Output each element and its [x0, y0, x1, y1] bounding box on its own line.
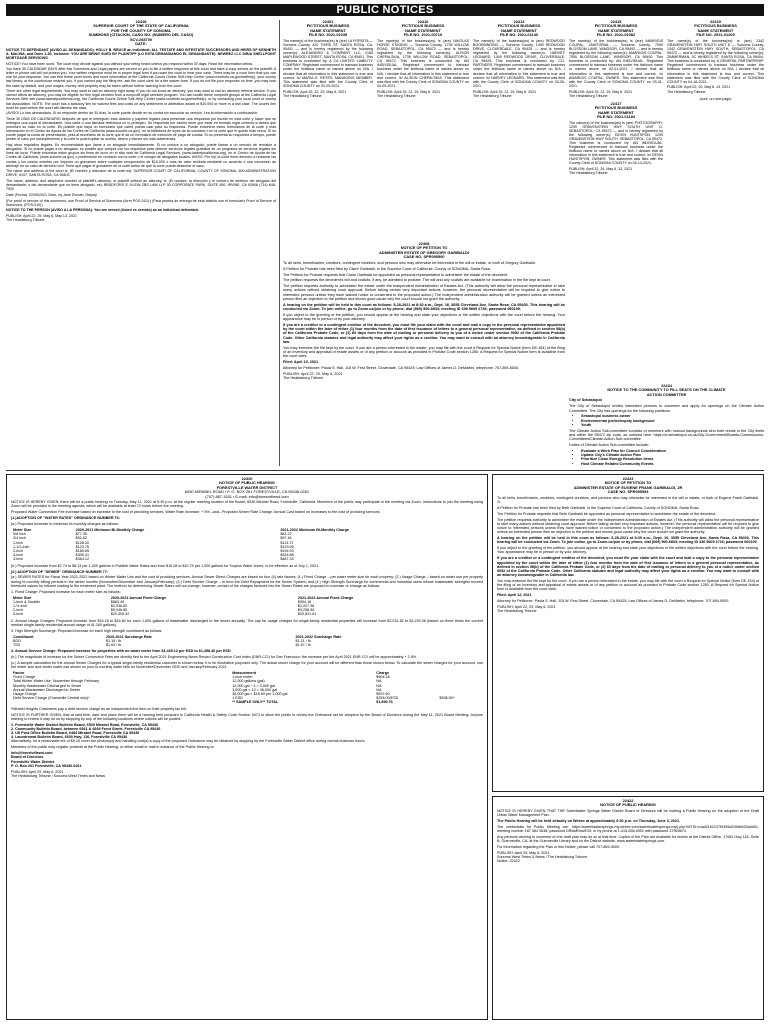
footnote: *Mirabel Heights Customers pay a debt service charge as an independent line item on their property tax bill. — [11, 706, 187, 711]
newspaper-name: The Healdsburg Tribune / Sonoma West Times and News — [11, 773, 106, 778]
notice-heading: FICTITIOUS BUSINESS — [594, 23, 638, 29]
list-item: • Sebastopol business owner — [581, 414, 764, 418]
paragraph: ¡AVISO! Lo han demandado. Si no responde dentro de 30 días, la corte puede decidir en su contra sin escuchar su versión. Lea la información a continuación. — [6, 111, 259, 116]
paragraph: NOTICE IS HEREBY GIVEN, there will be a public hearing on Tuesday, May 11, 2021 at 5:30 p.m. at the regular meeting location of the Board, 6530 Mirabel Road, Forestville, California. Members of the public may participate in the meeting via Zoom. Instructions to join the meeting using Zoom will be provided in the meeting agenda, which will be available at least 72 hours before the meeting. — [11, 500, 483, 509]
table-cell: BOD — [13, 638, 21, 643]
table-cell: $129.95 — [280, 544, 294, 549]
publish-dates: PUBLISH: April 29, May 6, 2021 — [11, 769, 64, 774]
paragraph: You have 30 CALENDAR DAYS after this Summons and Legal papers are served on you to file a written response at this court and have a copy served on the plaintiff. A letter or phone call will not protect you. Your written response must be in proper legal form if you want the court to hear your case. There may be a court form that you can use for your response. You can find these court forms and more information at the California Courts Online Self-Help Center (www.courtinfo.ca.gov/selfhelp), your county law library, or the courthouse nearest you. If you cannot pay the filing fee, ask the court clerk for a fee waiver form. If you do not file your response on time, you may lose the case by default, and your wages, money, and property may be taken without further warning from the court. — [6, 67, 276, 88]
table-cell: Annual Wastewater Discharged to Sewer — [13, 687, 81, 692]
table-cell: NA — [376, 687, 382, 692]
paragraph: 3. High Strength Surcharge: Proposed increase for each high strength constituent as follows: — [11, 628, 163, 633]
notice-number: 22420 — [241, 476, 253, 481]
paragraph: The name(s) of the business(es) is (are) AMARIGIS COUPAL, JANITORIAL — Sonoma County, 7050 BLOSSOM LANE, WINDSOR, CA 95492 — and is hereby registered by the following owner(s): AMARIGIS COUPAL, 7050 BLOSSOM LANE, WINDSOR, CA 95492. This business is conducted by: AN INDIVIDUAL. Registrant commenced to transact business under the fictitious name or names above on 02-01-2021. I declare that all information in this statement is true and correct. /s/ AMARIGIS COUPAL, OWNER. This statement was filed with the County Clerk of SONOMA COUNTY on 03-31-2021. — [569, 38, 663, 88]
publish-dates: PUBLISH: April 22, 29, May 6, 2021 — [283, 371, 343, 376]
table-cell: $194.93 — [280, 549, 294, 553]
table-cell: $324.88 — [280, 553, 294, 558]
notice-heading: NOTICE OF PETITION TO — [400, 245, 448, 251]
table-cell: 1-inch & Smaller — [13, 599, 41, 604]
city-name: City of Sebastopol — [569, 398, 602, 403]
paragraph: If you are a creditor or a contingent creditor of the decedent, you must file your claim with the court and mail a copy to the personal representative appointed by the court within the later of either (1) four months from the date of first issuance of letters to a general personal representative, as defined in section 58(b) of the California Probate Code, or (2) 60 days from the date of mailing or personal delivery to you of a notice under section 9052 of the California Probate Code. Other California statutes and legal authority may affect your rights as a creditor. You may want to consult with an attorney knowledgeable in California law. — [283, 322, 565, 344]
notice-number: 22415 — [610, 20, 622, 24]
newspaper-name: The Healdsburg Tribune — [473, 93, 512, 98]
newspaper-name: The Healdsburg Tribune — [283, 376, 324, 381]
file-number: FILE NO. 2021-01082 — [596, 32, 636, 38]
water-rates-table — [11, 528, 483, 562]
notice-heading: FICTITIOUS BUSINESS — [694, 23, 737, 29]
paragraph: The Public Hearing will be held virtually on Webex at approximately 6:30 p.m. on Thursday, June 3, 2021. — [497, 819, 681, 824]
notice-number: 22401 — [322, 20, 334, 24]
table-cell: $904.16 — [297, 599, 312, 604]
table-cell: 1-inch — [13, 540, 24, 545]
table-cell: 1-inch meter — [232, 675, 253, 680]
notice-22419 — [667, 20, 764, 380]
column-header: 2021-2022 Minimum Bi-Monthly Charge — [280, 527, 349, 532]
table-row — [11, 643, 483, 647]
district-name: FORESTVILLE WATER DISTRICT — [216, 484, 278, 490]
notice-number: 22422 — [622, 798, 634, 803]
district-address: 6530 MIRABEL ROAD / P. O. BOX 261 FORESTVILLE, CA 95436-0261 — [184, 489, 310, 495]
paragraph: The name(s) of the business(es) is (are) LA PORSITA — Sonoma County, 420 THIRD ST, SANTA ROSA, CA, 95401 — and is hereby registered by the following owner(s): ALEJANDRO & COMPANY LLC, 2184 MAPLEWOOD STREET, SANTA ROSA, CA 95401. This business is conducted by: A CA LIMITED LIABILITY COMPANY. Registrant commenced to transact business under the fictitious name or names above on N/A. I declare that all information in this statement is true and correct. /s/ MARIA E. REYES, MANAGING MEMBER. This statement was filed with the County Clerk of SONOMA COUNTY on 03-29-2021. — [283, 38, 373, 88]
paragraph: 1. Fixed Charge: Proposed increase for each meter size as follows: — [11, 589, 121, 594]
fixed-charge-table — [11, 596, 483, 617]
paragraph: (b.) The magnitude of increase for the Sewer Connection Fees are directly tied to the April 2021 Engineering News Record Construction Cost Index (ENR-CCI) for San Francisco: the increase per the April 2021 ENR-CCI will be approximately + 2.5%. — [11, 655, 418, 660]
filed-date: Filed: April 12, 2021 — [497, 593, 532, 598]
file-number: FILE NO. 2021-01049 — [308, 32, 348, 38]
notice-heading: NOTICE OF PUBLIC HEARING — [219, 480, 275, 486]
paragraph: Proposed Water Connection Fee increase based on increase to the cost of providing services, Water Rate Increase: + 5% –and– Proposed Sewer Rate Change: Annual Cost based on increases to the cost of providing services. — [11, 510, 381, 515]
column-header: Constituent — [13, 634, 34, 639]
column-divider — [279, 20, 280, 466]
publish-dates: PUBLISH: April 22, 29, May 6, 13, 2021 — [667, 85, 731, 90]
contact-line: Board of Directors — [11, 755, 44, 760]
table-cell: $9,046.80 — [110, 608, 128, 613]
notice-heading: FICTITIOUS BUSINESS — [306, 23, 350, 29]
notice-heading: FOR THE COUNTY OF SONOMA — [111, 27, 171, 33]
publish-dates: PUBLISH: April 15, 22, 29, May 6, 2021 — [283, 89, 347, 94]
table-cell: $2,207.36 — [297, 603, 315, 608]
column-header: 2020-2021 Annual Fixed Charge — [110, 595, 167, 600]
paragraph: (a.) SEWER RATES for Fiscal Year 2021-2022 based on Winter Water Use and the cost of providing services. Annual Sewer Direct Charges are based on four (4) rate factors: (1.) Fixed Charge – per water meter size for each property; (2.) Usage Charge – based on water use per property during bi-monthly billing periods in the winter months (November/December and January/February); (3.) Debt Service Charge – to fund the Debt Repayment for the Sewer System; and (4.) High Strength Surcharge for commercial and industrial users whose wastewater strengths exceed threshold values for influent loading to the treatment plant. The method for determining Sewer Rates will not change; however, certain of the charges factored into the Sewer Rates are proposed to increase or change as follows: — [11, 575, 483, 588]
publish-dates: PUBLISH: April 15, 22, 29, May 6, 2021 — [473, 89, 537, 94]
notice-22434 — [569, 384, 764, 466]
publish-dates: PUBLISH: April 22, 29, May 6, May 13, 2021 — [6, 214, 77, 219]
table-cell: $123.76 — [75, 544, 90, 549]
attorney: Attorney for Petitioner: Paula S. Hall, 115 W. First Street, Cloverdale, CA 95425; Law Offices of James D. DeMartini, telephone: 707-894-5000. — [283, 366, 520, 370]
paragraph: The petition requests authority to administer the estate under the Independent Administration of Estates Act. (This authority will allow the personal representative to take many actions without obtaining court approval. Before taking certain very important actions, however, the personal representative will be required to give notice to interested persons unless they have waived notice or consented to the proposed action.) The independent administration authority will be granted unless an interested person files an objection to the petition and shows good cause why the court should not grant the authority. — [497, 517, 759, 535]
table-cell: 2-inch — [13, 608, 24, 613]
notice-heading: NAME STATEMENT — [501, 27, 537, 33]
paragraph: NOTICE IS HEREBY GIVEN THAT THE Sweetwater Springs Water District Board of Directors will be holding a Public Hearing on the adoption of the Draft Urban Water Management Plan. — [497, 809, 759, 818]
notice-heading: ADMINISTER ESTATE OF GREGORY GARIBALDI — [379, 249, 469, 255]
notice-heading: NAME STATEMENT — [598, 109, 634, 115]
filed-date: Filed: April 15, 2021 — [283, 360, 319, 365]
list-item: • Update City's Climate Action Plan — [581, 453, 764, 457]
notice-heading: FICTITIOUS BUSINESS — [497, 23, 541, 29]
table-cell: $904.16 — [376, 675, 390, 680]
paragraph: The name, address, and telephone number of plaintiff's attorney, or plaintiff without an attorney, is: (El nombre, la dirección y el número de teléfono del abogado del demandante, o del demandante que no tiene abogado, es): BRADFORD E. KLEIN ZBS LAW LLP 30 CORPORATE PARK, SUITE 450, IRVINE, CA 92606 (714) 848-7920 — [6, 179, 276, 192]
notice-date: DATE: — [135, 41, 147, 47]
list-item: • Environmental justice/equity background — [581, 419, 764, 423]
column-header: 2021-2022 Annual Fixed Charge — [297, 595, 354, 600]
newspaper-name: The Healdsburg Tribune — [497, 609, 537, 614]
table-row — [11, 700, 483, 704]
paragraph: If you object to the granting of the petition, you should appear at the hearing and state your objections or file written objections with the court before the hearing. Your appearance may be in person or by your attorney. — [283, 312, 565, 322]
notice-22415 — [569, 20, 663, 380]
notice-heading: SUMMONS (CITACION, CASO NO. (NUMERO DEL CASO) — [88, 32, 194, 38]
newspaper-name: The Healdsburg Tribune — [377, 93, 416, 98]
section-heading: (1.)ADOPTION OF "WATER RATES" ORDINANCE NUMBER 76: — [11, 516, 120, 521]
paragraph: Members of the public may register protests at the Public Hearing, or either email or mail in advance of the Public Hearing to: — [11, 745, 215, 750]
section-banner: PUBLIC NOTICES — [6, 4, 764, 16]
notice-22413 — [473, 20, 565, 238]
newspaper-name: The Healdsburg Tribune — [283, 93, 322, 98]
table-cell: $77.35 — [75, 532, 87, 537]
section-heading: (2.) ADOPTION OF "SEWER" ORDINANCE NUMBER 77: — [11, 569, 108, 574]
case-number: SCV-268700 — [129, 36, 153, 42]
table-cell: NA — [376, 679, 382, 684]
paragraph: A hearing on the petition will be held in this court as follows: 5-28-2021 at 8:30 a.m., Dept. 16, 3055 Cleveland Ave, Santa Rosa, CA 95403. This hearing will be conducted via Zoom. To join online, go to Zoom.us/join or by phone, dial (669) 900-6833; meeting ID 336 5609 2726; password 060109. — [497, 536, 759, 545]
notice-22420 — [6, 474, 488, 1020]
notice-number: 22418 — [135, 20, 147, 24]
paragraph: The petition requests the decedent's will and codicils, if any, be admitted to probate. The will and any codicils are available for examination in the file kept at court. — [283, 278, 551, 283]
posting-location: 3. US Post Office Bulletin Board, 6484 Mirabel Road, Forestville CA 95436 — [11, 731, 140, 736]
notice-heading: ADMINISTER ESTATE OF EUGENE FRANK GARIBALDI, JR — [573, 484, 683, 490]
table-row — [11, 612, 483, 616]
table-cell: 3,000 gal × 12 = 36,000 gal — [232, 687, 278, 692]
publish-dates: PUBLISH: April 22, 29, May 6, 2021 — [497, 605, 556, 610]
list-item: • Evaluate a Work Plan for Council Consideration — [581, 449, 764, 453]
paragraph: If you object to the granting of the petition, you should appear at the hearing and state your objections or file written objections with the court before the hearing. Your appearance may be in person or by your attorney. — [497, 546, 759, 555]
notice-22422 — [492, 796, 764, 1020]
table-cell: Total Winter Water Use, November through February — [13, 679, 100, 684]
table-cell: $20,305.32 — [110, 612, 130, 617]
paragraph: 2. Annual Usage Charges: Proposed increase from $16.18 to $16.60 for each 1,000 gallons of wastewater discharged to the sewer annually. The cap for usage charges for single-family residential properties will increase from $2,031.82 to $2,293.36 (based on three times the current median single-family residential annual usage of 41,160 gallons). — [11, 618, 483, 627]
column-header: Charge — [376, 671, 390, 676]
notice-number: 22417 — [610, 100, 622, 106]
table-cell: 1 ESD — [232, 696, 243, 701]
publish-dates: PUBLISH: April 29, May 6, 2021 — [497, 851, 550, 856]
paragraph: (For proof of service of this summons, use Proof of Service of Summons (form POS-010).) (Para prueba de entrega de esta citatión use el formulario Proof of Service of Summons, (POS-010)) — [6, 198, 276, 207]
paragraph: The City of Sebastopol invites interested persons to volunteer and apply for openings on the Climate Action Committee. The City has openings for the following positions: — [569, 404, 764, 413]
paragraph: (a.) Proposed increase to minimum bi-monthly charges as follows: — [11, 522, 119, 527]
notice-heading: FICTITIOUS BUSINESS — [594, 105, 638, 111]
table-cell: $97.46 — [280, 536, 292, 541]
notice-22410 — [377, 20, 469, 238]
table-cell: $398.00* — [439, 696, 455, 701]
list-item: • Prioritize Clean Energy Resolution Items — [581, 457, 764, 461]
paragraph: A hearing on the petition will be held in this court as follows: 5-28-2021 at 8:30 a.m., Dept. 16, 3055 Cleveland Ave, Santa Rosa, CA 95403. This hearing will be conducted via Zoom. To join online, go to Zoom.us/join or by phone, dial (669) 900-6833; meeting ID 336 5609 2726; password 060109. — [283, 302, 565, 312]
column-header: Measurement — [232, 671, 256, 676]
file-number: FILE NO. 2021-01184 — [596, 113, 636, 119]
paragraph: The credentials for Public Meeting are: https://sweetwatersprings.my.webex.com/sweetwatersprings.my/j.php?MTID=mad2152137f9395d2098e833a4d01, meeting number 187 384 3638, password DRwMNnwE33; or by phone at 1-415-655-0001 with password 37969874. — [497, 824, 759, 834]
table-cell: $92.82 — [75, 536, 87, 541]
paragraph: (b.) Proposed increase from $7.74 to $8.13 per 1,000 gallons in Potable Water Rates and from $10.28 to $10.79 per 1,000 gallons for Surplus Water Users, to be effective as of July 1, 2021. — [11, 563, 320, 568]
paragraph: The Climate Action Sub-committee consists of members with various backgrounds who both reside in the City limits and within the 95472 zip code, as outlined here: https://ci.sebastopol.ca.us/City-Government/Boards-Commissions-Committees/Climate-Action-Sub-committee — [569, 428, 764, 442]
column-header: Meter Size — [13, 527, 32, 532]
paragraph: The Petition for Probate requests that Beth Garibaldi be appointed as personal representative to administer the estate of the decedent. — [497, 511, 717, 516]
notice-heading: NAME STATEMENT — [405, 27, 441, 33]
paragraph: To all heirs, beneficiaries, creditors, contingent creditors, and persons who may otherwise be interested in the will or estate, or both of Gregory Garibaldi. — [283, 260, 536, 265]
table-cell: $1.63 / lb. — [105, 642, 123, 647]
table-cell: Fixed Charge — [13, 675, 36, 680]
table-cell: $1,899.76 — [376, 700, 393, 705]
notice-22401 — [283, 20, 373, 238]
table-cell: $597.60 — [376, 692, 390, 697]
notice-22408 — [283, 242, 565, 466]
file-number: FILE NO. 2021-01209 — [696, 32, 735, 38]
paragraph: Any persons wishing to comment on the draft plan may do so at that time. Copies of the Plan are available for review at the District Office, 17081 Hwy 116, Suite B, Guerneville, CA, at the Guerneville Library and on the District website, www.sweetwatersprings.com. — [497, 835, 759, 844]
paragraph: 4. Annual Service Charge: Proposed increase for properties with no water meter from $1,435.12 per ESD to $1,458.46 per ESD. — [11, 649, 232, 654]
notice-22423 — [492, 474, 764, 792]
paragraph: A Petition for Probate has been filed by Beth Garibaldi, in the Superior Court of California, County of SONOMA, Santa Rosa. — [497, 505, 700, 510]
table-cell: $9,258.50 — [297, 608, 315, 613]
column-header: Factor — [13, 671, 25, 676]
table-cell: $309.41 — [75, 553, 90, 558]
table-cell: 1-½-inch — [13, 603, 28, 608]
district-contact: (707) 887-1551 • E-mail: info@forestvillewd.com — [205, 493, 289, 499]
table-cell: $108.30 — [75, 540, 90, 545]
notice-heading: NOTICE TO THE COMMUNITY TO FILL SEATS ON THE CLIMATE — [607, 387, 726, 393]
paragraph: To all heirs, beneficiaries, creditors, contingent creditors, and persons who may otherwise be interested in the will or estate, or both of Eugene Frank Garibaldi, Jr. — [497, 495, 759, 505]
table-cell: $1.18 / lb. — [105, 638, 123, 643]
publish-dates: PUBLISH: April 15, 22, 29, May 6, 2021 — [569, 89, 633, 94]
paragraph: Hay otros requisitos legales. Es recomendable que llame a un abogado inmediatamente. Si no conoce a un abogado, puede llamar a un servicio de remisión a abogados. Si no puede pagar a un abogado, es posible que cumpla con los requisitos para obtener servicios legales gratuitos de un programa de servicios legales sin fines de lucro. Puede encontrar estos grupos sin fines de lucro en el sitio web de California Legal Services, (www.lawhelpcalifornia.org), en el Centro de Ayuda de las Cortes de California, (www.sucorte.ca.gov) o poniéndose en contacto con la corte o el colegio de abogados locales. AVISO: Por ley, la corte tiene derecho a reclamar las cuotas y los costos exentos por imponer un gravamen sobre cualquier recuperación de $10,000 ó más de valor recibida mediante un acuerdo o una concesión de arbitraje en un caso de derecho civil. Tiene que pagar el gravamen de la corte antes de que la corte pueda desechar el caso. — [6, 143, 276, 168]
notice-heading: NOTICE OF PUBLIC HEARING — [600, 802, 656, 808]
notice-heading: NAME STATEMENT — [697, 27, 734, 33]
paragraph: NOTICE! You have been sued. The court may decide against you without your being heard unless you respond within 30 days. Read the information below. — [6, 61, 253, 66]
paragraph: You may examine the file kept by the court. If you are a person interested in the estate, you may file with the court a Request for Special Notice (form DE-154) of the filing of an inventory and appraisal of estate assets or of any petition or account as provided in Probate Code section 1250. A Request for Special Notice form is available from the court clerk. — [283, 345, 565, 359]
notice-heading: NAME STATEMENT — [598, 27, 634, 33]
contact-line: P. O. Box 261 Forestville, CA 95436-0261 — [11, 763, 82, 768]
attorney: Attorney for Petitioner: Paula S. Hall, 115 W. First Street, Cloverdale, CA 95425; Law Offices of James D. DeMartini, telephone: 707-894-5000. — [497, 599, 730, 604]
paragraph: NOTICE TO DEFENDANT (AVISO AL DEMANDADO): HOLLY B. BRUCE an individual; ALL TESTATE AND INTESTATE SUCCESSORS AND HEIRS OF KENNETH A. MALINA, and Does 1-50, inclusive. YOU ARE BEING SUED BY PLAINTIFF (LO ESTA DEMANDANDO EL DEMANDANTE): NEWREZ LLC D/B/A SHELLPOINT MORTGAGE SERVICING — [6, 47, 276, 60]
notice-number: 22408 — [418, 242, 430, 246]
table-cell: 36,000 gal × $16.60 per 1,000 gal — [232, 692, 288, 697]
posting-location: 1. Forestville Water District Bulletin Board, 6530 Mirabel Road, Forestville, CA 95436 — [11, 722, 159, 727]
sample-calculation-table — [11, 671, 483, 705]
paragraph: The petition requests authority to administer the estate under the Independent Administration of Estates Act. (This authority will allow the personal representative to take many actions without obtaining court approval. Before taking certain very important actions, however, the personal representative will be required to give notice to interested persons unless they have waived notice or consented to the proposed action.) The independent administration authority will be granted unless an interested person files an objection to the petition and shows good cause why the court should not grant the authority. — [283, 284, 565, 301]
table-cell: $113.72 — [280, 540, 294, 545]
table-cell: Usage Charge — [13, 692, 37, 697]
table-cell: NA — [376, 683, 382, 688]
bullet-list — [581, 414, 764, 427]
table-cell: $464.12 — [75, 557, 90, 562]
paragraph: The Petition for Probate requests that Claire Garibaldi be appointed as personal representative to administer the estate of the decedent. — [283, 272, 509, 277]
list-item: • Host Climate Related Community Events — [581, 462, 764, 466]
table-cell: $1.21 / lb. — [295, 638, 312, 643]
table-cell: $81.22 — [280, 532, 292, 537]
column-header: 2020-2021 Surcharge Rate — [105, 634, 152, 639]
notice-22418 — [6, 20, 276, 466]
table-cell: 3-inch — [13, 553, 24, 558]
paragraph: NOTICE IS FURTHER GIVEN, that at said time, date and place there will be a hearing held pursuant to California Health & Safety Code Section 5473 to allow the public to review the Ordinance set for adoption by the Board of Directors during the May 11, 2021 Board Meeting. Anyone wishing to review it may do so by stopping by any of the following locations where notices will be posted: — [11, 712, 483, 721]
table-cell: 3-inch — [13, 612, 24, 617]
table-cell: $398.00/ESD — [376, 696, 399, 701]
table-cell: $1.67 / lb. — [295, 642, 312, 647]
table-row — [11, 557, 483, 561]
notice-number: 22419 — [710, 20, 721, 24]
table-cell: Monthly Wastewater Discharged to Sewer — [13, 683, 82, 688]
newspaper-name: Sonoma West Times & News / The Healdsburg Tribune — [497, 855, 588, 860]
table-cell: 5/8 inch — [13, 532, 26, 537]
newspaper-name: The Healdsburg Tribune — [569, 171, 608, 176]
notice-heading: ACTION COMMITTEE — [646, 391, 687, 397]
paragraph: Date (Fecha): 02/05/2021 Clerk, by Jane Doman, Deputy — [6, 192, 97, 197]
table-cell: 12,000 gal ÷ 4 = 3,000 gal — [232, 683, 275, 688]
case-number: CASE NO. SPR095593 — [607, 489, 649, 495]
table-cell: $2,036.82 — [110, 603, 128, 608]
newspaper-name: The Healdsburg Tribune — [6, 218, 45, 223]
paragraph: (c.) A sample calculation for the annual Sewer Charges for a typical single-family residential customer is shown below. It is for illustrative purposes only. The actual sewer charge for your account will be different than those shown below. To calculate the sewer charges for your account, use the meter size and winter water use shown on your bi-monthly water bills for November/December 2020 and January/February 2021. — [11, 660, 483, 670]
column-header: 2021-2022 Surcharge Rate — [295, 634, 342, 639]
posting-location: 2. Community Bulletin Board, between 6661 & 6669 Front Street, Forestville CA 95436 — [11, 726, 161, 731]
paragraph: The name(s) of the business(es) is (are) 1342 GRAVENSTEIN HWY SOUTH UNIT D — Sonoma County, 1342 GRAVENSTEIN HWY SOUTH, SEBASTOPOL, CA 95472 — and is hereby registered by the following owner(s): ZIMMERMAN, 3C WHEELS ST, SANTA ROSA, CA 95404. This business is conducted by: A GENERAL PARTNERSHIP. Registrant commenced to transact business under the fictitious name or names above on N/A. I declare that all information in this statement is true and correct. This statement was filed with the County Clerk of SONOMA COUNTY on 04-16-2021. — [667, 38, 764, 84]
file-number: FILE NO. 2021-00716 — [403, 32, 443, 38]
paragraph: You may examine the file kept by the court. If you are a person interested in the estate, you may file with the court a Request for Special Notice (form DE-154) of the filing of an inventory and appraisal of estate assets or of any petition or account as provided in Probate Code section 1250. A Request for Special Notice form is available from the court clerk. — [497, 579, 759, 592]
table-cell: 1-1/2-inch — [13, 544, 30, 549]
column-header: 2020-2021 Minimum Bi-Monthly Charge — [75, 527, 145, 532]
notice-heading: FICTITIOUS BUSINESS — [401, 23, 445, 29]
table-cell: Debt Service Charge (Forestville Central only)* — [13, 696, 90, 701]
notice-heading: NOTICE OF PETITION TO — [604, 480, 652, 486]
paragraph: The name(s) of the business(es) is (are) REDWOOD BOOKBINDING — Sonoma County, 1400 REDWOOD DRIVE, CLOVERDALE, CA 95425 — and is hereby registered by the following owner(s): HARVEY LEONARD, 1400 REDWOOD DRIVE, CLOVERDALE, CA 95425. This business is conducted by: CO-PARTNERS. Registrant commenced to transact business under the fictitious name or names above on N/A. I declare that all information in this statement is true and correct. /s/ HARVEY LEONARD. This statement was filed with the County Clerk of SONOMA COUNTY on 03-26-2021. — [473, 38, 565, 88]
continued-note: (cont. on next page) — [699, 96, 732, 101]
posting-location: 4. Laundromat Bulletin Board, 6600 Hwy. 116, Forestville CA 95436 — [11, 735, 128, 740]
table-cell: 2-inch — [13, 549, 24, 553]
table-cell: $883.49 — [110, 599, 125, 604]
notice-number: 22413 — [513, 20, 525, 24]
table-cell: ** SAMPLE ONLY** TOTAL — [232, 700, 279, 705]
table-cell — [11, 700, 230, 704]
table-cell: $20,831.61 — [297, 612, 317, 617]
contact-email: info@forestvillewd.com — [11, 751, 53, 756]
paragraph: For information regarding the Plan or this Notice, please call 707-869-4000. — [497, 845, 620, 850]
bullet-list — [581, 449, 764, 466]
notice-id: Notice: 22422 — [497, 859, 520, 864]
surcharge-table — [11, 635, 483, 648]
notice-number: 22434 — [661, 384, 672, 388]
paragraph: NOTICE TO THE PERSON (AVISO A LA PERSONA): You are served (Usted es servido) as an individual defendant. — [6, 208, 199, 213]
paragraph: Duties of Climate Action Sub-committee include: — [569, 443, 650, 448]
newspaper-name: The Healdsburg Tribune — [667, 89, 706, 94]
case-number: CASE NO. SPR095500 — [403, 254, 445, 260]
paragraph: The name(s) of the business(es) is (are) PHOTOGRAPHY, 1290 GRAVENSTEIN HWY SOUTH UNIT D, SEBASTOPOL, CA 95472 — and is hereby registered by the following owner(s): DEVIN HUNTSPON, 1290 GRAVENSTEIN HWY SOUTH, SEBASTOPOL, CA 95472. This business is conducted by: AN INDIVIDUAL. Registrant commenced to transact business under the fictitious name or names above on N/A. I declare that all information in this statement is true and correct. /s/ DEVIN HUNTSPON, OWNER. This statement was filed with the County Clerk of SONOMA COUNTY on 04-14-2021. — [569, 120, 663, 166]
paragraph: There are other legal requirements. You may want to call an attorney right away. If you do not know an attorney, you may want to call an attorney referral service. If you cannot afford an attorney, you may be eligible for free legal services from a nonprofit legal services program. You can locate these nonprofit groups at the California Legal Services Web site (www.lawhelpcalifornia.org), the California Courts Online Self-Help Center (www.courtinfo.ca.gov/selfhelp), or by contacting your local court or county bar association. NOTE: The court has a statutory lien for waived fees and costs on any settlement or arbitration award of $10,000 or more in a civil case. The court's lien must be paid before the court will dismiss the case. — [6, 89, 276, 110]
file-number: FILE NO. 2021-01140 — [499, 32, 539, 38]
publish-dates: PUBLISH: April 15, 22, 29, May 6, 2021 — [377, 89, 441, 94]
list-item: • Youth — [581, 423, 764, 427]
paragraph: The name and address of the court is: (El nombre y dirección de la corte es): SUPERIOR COURT OF CALIFORNIA, COUNTY OF SONOMA, 600 ADMINISTRATION DRIVE, #107, SANTA ROSA, CA 95403 — [6, 169, 276, 178]
newspaper-name: The Healdsburg Tribune — [569, 93, 608, 98]
paragraph: Alternatively, for a reasonable fee of $0.15 cover the photocopy and handling cost(s) a copy of the proposed Ordinance may be obtained by stopping by the Forestville Water District office during normal business hours. — [11, 739, 366, 744]
table-cell: 4-inch — [13, 557, 24, 562]
contact-line: Forestville Water District — [11, 759, 55, 764]
publish-dates: PUBLISH: April 22, 29, May 6, 13, 2021 — [569, 167, 633, 172]
table-cell: 12,000 gallons (gal) — [232, 679, 265, 684]
paragraph: The name(s) of the business(es) is (are) NIKOLAS HORSE STAGING — Sonoma County, 1736 WILLOW ROAD, SEBASTOPOL, CA 95472 — and is hereby registered by the following owner(s): ALISON CHEPALSKIA, 1736 WILLOW ROAD, SEBASTOPOL, CA 95472. This business is conducted by: AN INDIVIDUAL. Registrant commenced to transact business under the fictitious name or names above on N/A. I declare that all information in this statement is true and correct. /s/ ALISON CHEPALSKIA. This statement was filed with the County Clerk of SONOMA COUNTY on 04-09-2021. — [377, 38, 469, 88]
paragraph: Tiene 30 DÍAS DE CALENDARIO después de que le entreguen esta citación y papeles legales para presentar una respuesta por escrito en esta corte y hacer que se entregue una copia al demandante. Una carta o una llamada telefónica no lo protegen. Su respuesta por escrito tiene que estar en formato legal correcto si desea que procesen su caso en la corte. Es posible que haya un formulario que usted pueda usar para su respuesta. Puede encontrar estos formularios de la corte y más información en el Centro de Ayuda de las Cortes de California (www.sucorte.ca.gov), en la biblioteca de leyes de su condado o en la corte que le quede más cerca. Si no puede pagar la cuota de presentación, pida al secretario de la corte que le dé un formulario de exención de pago de cuotas. Si no presenta su respuesta a tiempo, puede perder el caso por incumplimiento y la corte le podrá quitar su sueldo, dinero y bienes sin más advertencia. — [6, 117, 276, 142]
notice-heading: SUPERIOR COURT OF THE STATE OF CALIFORNIA — [93, 23, 189, 29]
table-cell: $185.65 — [75, 549, 90, 553]
table-cell: TSS — [13, 642, 21, 647]
table-cell: $487.33 — [280, 557, 294, 562]
paragraph: A Petition for Probate has been filed by Claire Garibaldi, in the Superior Court of California, County of SONOMA, Santa Rosa. — [283, 266, 492, 271]
notice-number: 22423 — [622, 476, 634, 481]
section-divider — [6, 470, 764, 471]
table-cell — [437, 700, 483, 704]
column-header: Meter Size — [13, 595, 32, 600]
table-cell: 3/4 inch — [13, 536, 26, 541]
notice-number: 22410 — [417, 20, 429, 24]
paragraph: If you are a creditor or a contingent creditor of the decedent, you must file your claim with the court and mail a copy to the personal representative appointed by the court within the later of either (1) four months from the date of first issuance of letters to a general personal representative, as defined in section 58(b) of the California Probate Code, or (2) 60 days from the date of mailing or personal delivery to you of a notice under section 9052 of the California Probate Code. Other California statutes and legal authority may affect your rights as a creditor. You may want to consult with an attorney knowledgeable in California law. — [497, 556, 759, 578]
notice-heading: NAME STATEMENT — [310, 27, 346, 33]
